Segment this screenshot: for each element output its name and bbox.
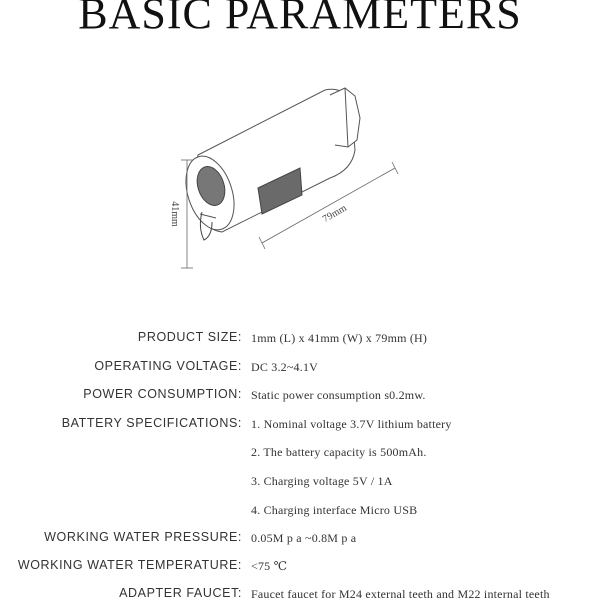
spec-row-charging-voltage bbox=[0, 473, 600, 495]
spec-row-power-consumption bbox=[0, 387, 600, 409]
spec-value: 1. Nominal voltage 3.7V lithium battery bbox=[251, 417, 452, 431]
spec-value: 4. Charging interface Micro USB bbox=[251, 503, 418, 517]
page-title: BASIC PARAMETERS bbox=[78, 0, 522, 38]
spec-row-adapter-faucet bbox=[0, 586, 600, 608]
spec-row-water-pressure bbox=[0, 530, 600, 552]
spec-label: BATTERY SPECIFICATIONS: bbox=[61, 416, 242, 430]
spec-value: Static power consumption s0.2mw. bbox=[251, 388, 426, 402]
height-dimension-label: 41mm bbox=[169, 201, 180, 227]
spec-row-battery-specifications bbox=[0, 416, 600, 438]
product-dimension-diagram bbox=[150, 80, 450, 280]
spec-value: 3. Charging voltage 5V / 1A bbox=[251, 474, 393, 488]
spec-value: DC 3.2~4.1V bbox=[251, 360, 319, 374]
spec-value: <75 ℃ bbox=[251, 559, 288, 573]
spec-row-operating-voltage bbox=[0, 359, 600, 381]
spec-value: 1mm (L) x 41mm (W) x 79mm (H) bbox=[251, 331, 428, 345]
spec-row-charging-interface bbox=[0, 502, 600, 524]
spec-label: OPERATING VOLTAGE: bbox=[94, 359, 242, 373]
spec-label: WORKING WATER PRESSURE: bbox=[44, 530, 242, 544]
spec-label: POWER CONSUMPTION: bbox=[83, 387, 242, 401]
spec-row-product-size bbox=[0, 330, 600, 352]
spec-row-water-temperature bbox=[0, 558, 600, 580]
spec-value: 2. The battery capacity is 500mAh. bbox=[251, 445, 427, 459]
spec-value: Faucet faucet for M24 external teeth and M22 internal teeth bbox=[251, 587, 550, 601]
spec-label: ADAPTER FAUCET: bbox=[119, 586, 242, 600]
spec-label: WORKING WATER TEMPERATURE: bbox=[17, 558, 242, 572]
spec-value: 0.05M p a ~0.8M p a bbox=[251, 531, 357, 545]
spec-row-battery-capacity bbox=[0, 444, 600, 466]
length-dimension-label: 79mm bbox=[320, 202, 349, 225]
spec-label: PRODUCT SIZE: bbox=[137, 330, 242, 344]
